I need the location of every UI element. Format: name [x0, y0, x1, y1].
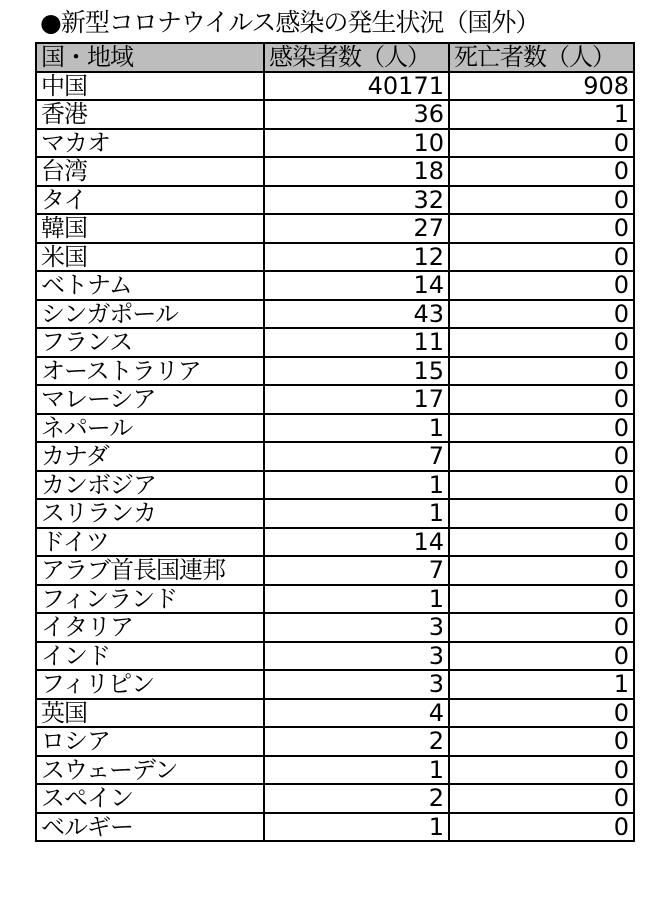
cell-region: フィンランド — [36, 585, 264, 614]
cell-region: 中国 — [36, 72, 264, 101]
table-row — [36, 300, 634, 329]
cell-deaths: 0 — [449, 642, 634, 671]
cell-region: ベトナム — [36, 271, 264, 300]
cell-region: スウェーデン — [36, 756, 264, 785]
cell-deaths: 0 — [449, 756, 634, 785]
cell-infected: 14 — [264, 271, 449, 300]
cell-region: ネパール — [36, 414, 264, 443]
cell-infected: 1 — [264, 813, 449, 842]
table-row — [36, 157, 634, 186]
cell-region: 香港 — [36, 100, 264, 129]
cell-deaths: 0 — [449, 556, 634, 585]
cell-region: スペイン — [36, 784, 264, 813]
table-header-row — [36, 43, 634, 72]
cell-deaths: 0 — [449, 271, 634, 300]
cell-region: アラブ首長国連邦 — [36, 556, 264, 585]
table-row — [36, 414, 634, 443]
cell-deaths: 1 — [449, 670, 634, 699]
cell-region: マカオ — [36, 129, 264, 158]
cell-deaths: 0 — [449, 385, 634, 414]
table-row — [36, 727, 634, 756]
cell-infected: 18 — [264, 157, 449, 186]
table-row — [36, 328, 634, 357]
cell-infected: 14 — [264, 528, 449, 557]
cell-deaths: 0 — [449, 699, 634, 728]
cell-infected: 3 — [264, 670, 449, 699]
table-row — [36, 243, 634, 272]
table-row — [36, 670, 634, 699]
cell-region: シンガポール — [36, 300, 264, 329]
page-title: ●新型コロナウイルス感染の発生状況（国外） — [40, 8, 540, 37]
table-row — [36, 556, 634, 585]
table-row — [36, 186, 634, 215]
cell-infected: 1 — [264, 756, 449, 785]
cell-deaths: 0 — [449, 357, 634, 386]
cell-region: フランス — [36, 328, 264, 357]
cell-infected: 27 — [264, 214, 449, 243]
table-row — [36, 756, 634, 785]
table-row — [36, 784, 634, 813]
column-header-infected: 感染者数（人） — [264, 43, 449, 72]
cell-deaths: 0 — [449, 471, 634, 500]
table-row — [36, 214, 634, 243]
cell-infected: 3 — [264, 613, 449, 642]
cell-region: マレーシア — [36, 385, 264, 414]
cell-infected: 3 — [264, 642, 449, 671]
cell-deaths: 0 — [449, 727, 634, 756]
cell-deaths: 0 — [449, 585, 634, 614]
cell-region: 韓国 — [36, 214, 264, 243]
table-row — [36, 271, 634, 300]
cell-deaths: 0 — [449, 243, 634, 272]
table-row — [36, 613, 634, 642]
cell-deaths: 0 — [449, 328, 634, 357]
cell-infected: 7 — [264, 556, 449, 585]
cell-region: 台湾 — [36, 157, 264, 186]
cell-deaths: 0 — [449, 414, 634, 443]
cell-deaths: 1 — [449, 100, 634, 129]
table-row — [36, 699, 634, 728]
table-row — [36, 585, 634, 614]
column-header-deaths: 死亡者数（人） — [449, 43, 634, 72]
cell-deaths: 0 — [449, 129, 634, 158]
cell-infected: 15 — [264, 357, 449, 386]
cell-region: タイ — [36, 186, 264, 215]
cell-region: 米国 — [36, 243, 264, 272]
cell-infected: 40171 — [264, 72, 449, 101]
table-row — [36, 100, 634, 129]
cell-infected: 17 — [264, 385, 449, 414]
cell-infected: 1 — [264, 585, 449, 614]
cell-infected: 11 — [264, 328, 449, 357]
cell-infected: 43 — [264, 300, 449, 329]
cell-infected: 12 — [264, 243, 449, 272]
cell-infected: 2 — [264, 784, 449, 813]
cell-region: カンボジア — [36, 471, 264, 500]
cell-region: ロシア — [36, 727, 264, 756]
cell-region: フィリピン — [36, 670, 264, 699]
cell-infected: 10 — [264, 129, 449, 158]
table-row — [36, 385, 634, 414]
table-body — [36, 72, 634, 842]
cell-region: 英国 — [36, 699, 264, 728]
cell-deaths: 0 — [449, 442, 634, 471]
cell-region: スリランカ — [36, 499, 264, 528]
cell-region: インド — [36, 642, 264, 671]
cell-infected: 2 — [264, 727, 449, 756]
cell-deaths: 0 — [449, 784, 634, 813]
cell-region: イタリア — [36, 613, 264, 642]
table-row — [36, 129, 634, 158]
table-row — [36, 642, 634, 671]
cell-deaths: 0 — [449, 186, 634, 215]
cell-infected: 1 — [264, 414, 449, 443]
table-row — [36, 72, 634, 101]
outbreak-table — [35, 42, 635, 842]
table-row — [36, 528, 634, 557]
table-row — [36, 357, 634, 386]
cell-region: カナダ — [36, 442, 264, 471]
cell-deaths: 0 — [449, 214, 634, 243]
table-row — [36, 499, 634, 528]
column-header-region: 国・地域 — [36, 43, 264, 72]
cell-deaths: 0 — [449, 613, 634, 642]
cell-region: ベルギー — [36, 813, 264, 842]
cell-infected: 1 — [264, 471, 449, 500]
cell-deaths: 0 — [449, 300, 634, 329]
cell-deaths: 0 — [449, 528, 634, 557]
cell-region: ドイツ — [36, 528, 264, 557]
table-row — [36, 813, 634, 842]
cell-deaths: 908 — [449, 72, 634, 101]
cell-deaths: 0 — [449, 157, 634, 186]
cell-region: オーストラリア — [36, 357, 264, 386]
cell-deaths: 0 — [449, 813, 634, 842]
cell-infected: 1 — [264, 499, 449, 528]
table-row — [36, 442, 634, 471]
cell-infected: 4 — [264, 699, 449, 728]
cell-deaths: 0 — [449, 499, 634, 528]
table-row — [36, 471, 634, 500]
cell-infected: 7 — [264, 442, 449, 471]
cell-infected: 32 — [264, 186, 449, 215]
cell-infected: 36 — [264, 100, 449, 129]
